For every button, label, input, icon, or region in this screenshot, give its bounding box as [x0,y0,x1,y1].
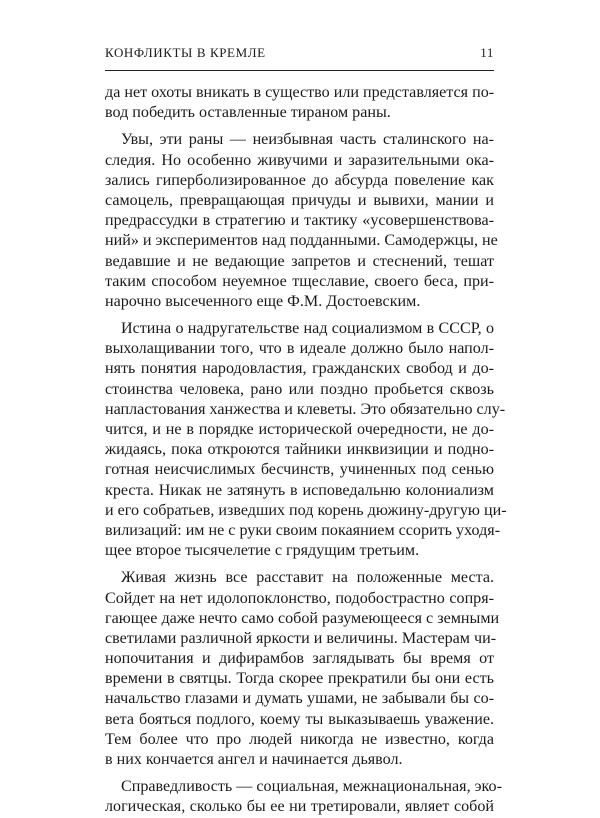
text-line: да нет охоты вникать в существо или представляется по- [105,84,495,101]
text-line: ведавшие и не ведающие запретов и стеснений, тешат [105,252,494,270]
text-line: выхолащивании того, что в идеале должно было напол- [105,340,494,358]
text-line: чится, и не в порядке исторической очередности, не до- [105,421,494,438]
paragraph [105,319,507,561]
text-line: нопочитания и дифирамбов заглядывать бы время от [105,650,494,668]
chapter-title: КОНФЛИКТЫ В КРЕМЛЕ [105,45,266,60]
text-line: жидаясь, пока откроются тайники инквизиции и подно- [105,441,494,459]
text-line: стоинства человека, рано или поздно пробьется сквозь [105,380,494,398]
text-line: готная неисчислимых бесчинств, учиненных под сенью [105,461,494,479]
text-line: Увы, эти раны — неизбывная часть сталинского на- [121,131,494,149]
text-line: вилизаций: им не с руки своим покаянием ссорить уходя- [105,521,501,539]
text-line: светилами различной яркости и величины. Мастерам чи- [105,629,497,647]
paragraph [105,130,498,312]
text-line: начальство глазами и думать ушами, не забывали бы со- [105,690,494,708]
text-line: предрассудки в стратегию и тактику «усовершенствова- [105,212,494,230]
text-line: зались гиперболизированное до абсурда повеление как [105,171,494,189]
text-line: логическая, сколько бы ее ни третировали, являет собой [105,798,494,816]
text-line: вета бояться подлого, коему ты выказываешь уважение. [105,710,494,728]
text-line: напластования ханжества и клеветы. Это обязательно слу- [105,400,506,418]
text-line: Сойдет на нет идолопоклонство, подобострастно сопря- [105,589,494,607]
text-line: Тем более что про людей никогда не известно, когда [105,730,494,748]
text-line: щее второе тысячелетие с грядущим третьим. [105,542,420,560]
text-line: вод победить оставленные тираном раны. [105,104,391,122]
text-line: нять понятия народовластия, гражданских свобод и до- [105,360,494,378]
paragraph [105,83,494,123]
paragraph [105,568,500,770]
text-line: нарочно высеченного еще Ф.М. Достоевским. [105,292,421,310]
text-line: Справедливость — социальная, межнациональная, эко- [121,778,502,796]
text-line: креста. Никак не затянуть в исповедальню колониализм [105,481,494,499]
text-line: Истина о надругательстве над социализмом в СССР, о [121,320,494,338]
body-text [105,83,507,818]
text-line: следия. Но особенно живучими и заразительными ока- [105,151,494,169]
text-line: в них кончается ангел и начинается дьявол. [105,751,403,768]
running-header [105,45,494,67]
text-line: гающее даже нечто само собой разумеющееся с земными [105,609,500,627]
header-rule [105,70,494,71]
page-number: 11 [480,45,494,60]
text-line: Живая жизнь все расставит на положенные места. [121,569,494,587]
paragraph [105,777,502,817]
text-line: ний» и экспериментов над подданными. Самодержцы, не [105,232,498,250]
text-line: времени в святцы. Тогда скорее прекратили бы они есть [105,670,494,688]
text-line: самоцель, превращающая причуды и вывихи, мании и [105,191,494,209]
text-line: таким способом неуемное тщеславие, своего беса, при- [105,272,494,290]
text-line: и его собратьев, изведших под корень дюжину-другую ци- [105,501,507,519]
